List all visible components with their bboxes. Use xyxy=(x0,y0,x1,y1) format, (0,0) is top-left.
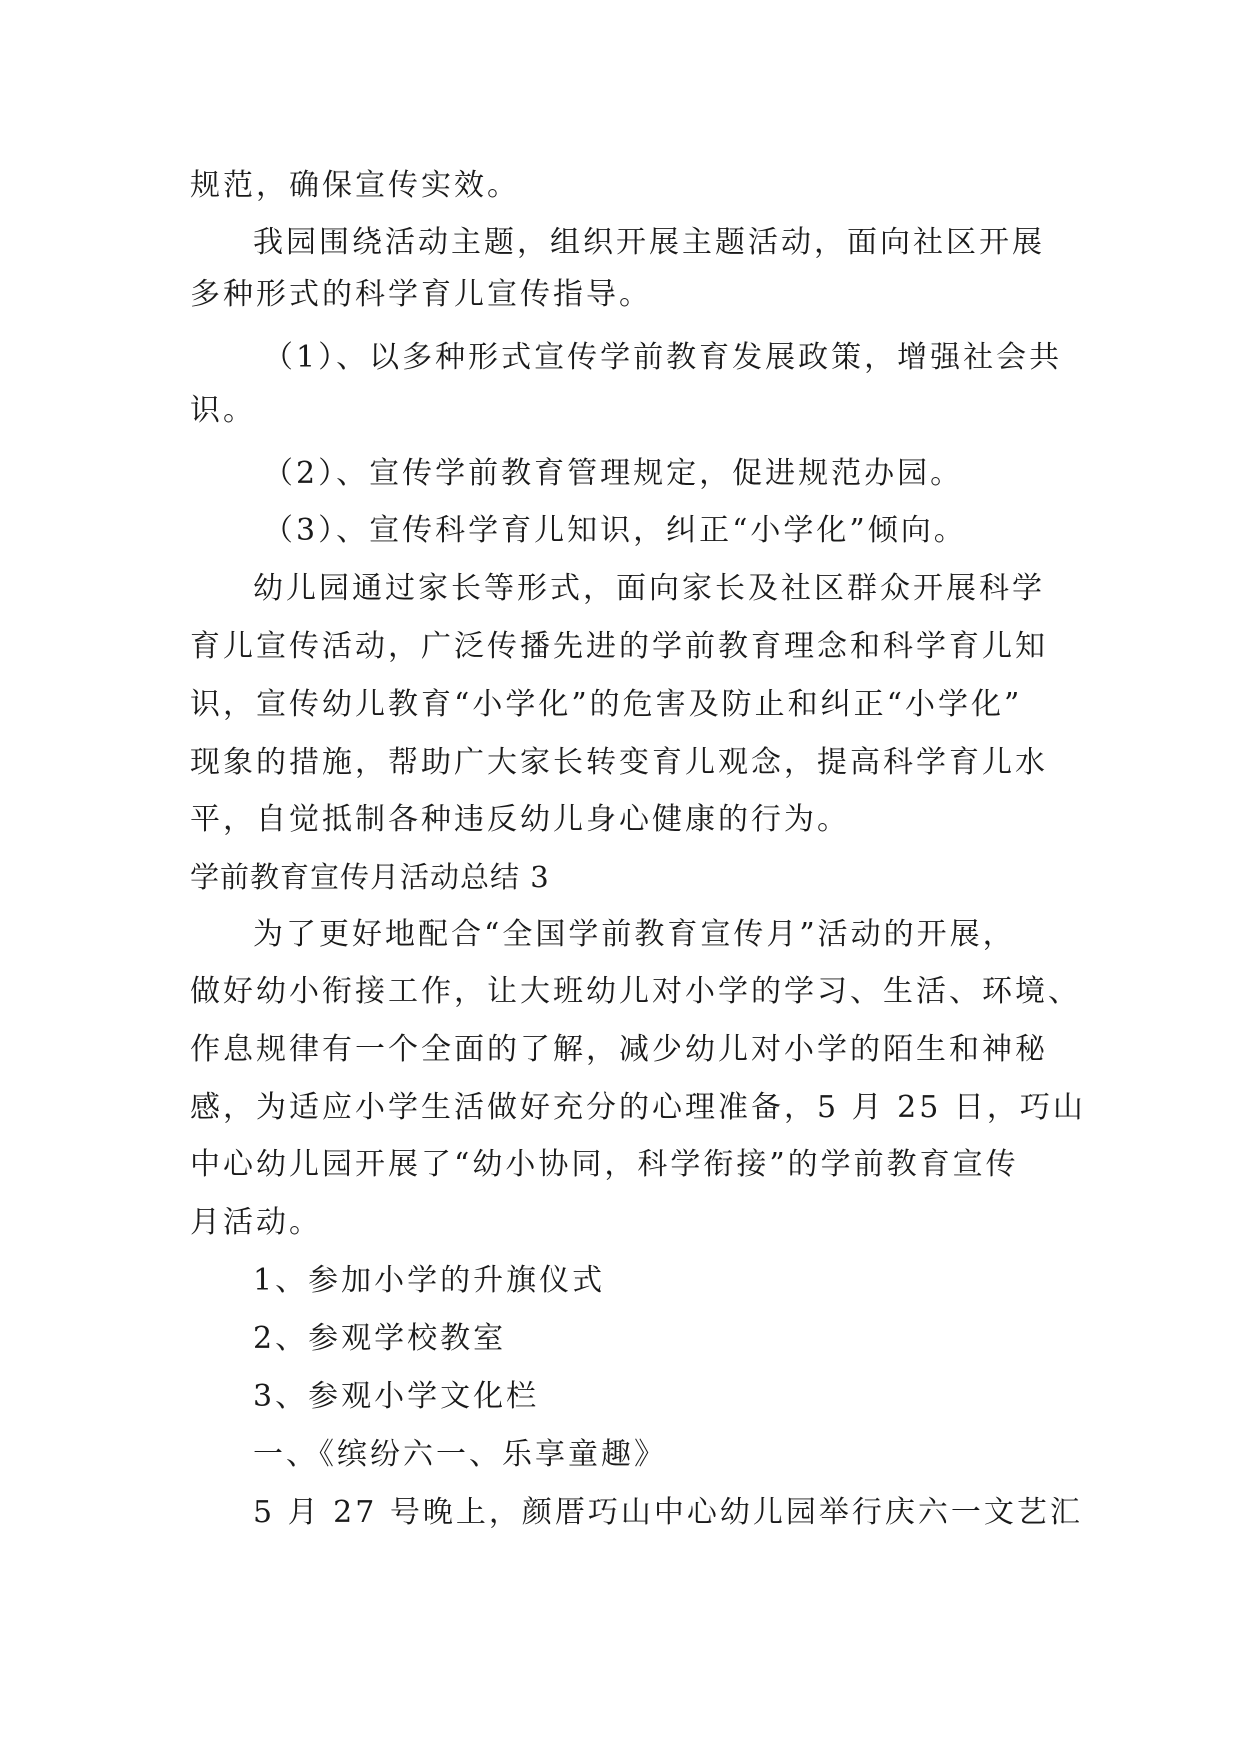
list-item: 2、参观学校教室 xyxy=(253,1321,507,1356)
text-line: 为了更好地配合“全国学前教育宣传月”活动的开展， xyxy=(253,917,1016,952)
subsection-heading: 一、《缤纷六一、乐享童趣》 xyxy=(253,1437,667,1472)
list-item: 1、参加小学的升旗仪式 xyxy=(253,1263,606,1298)
section-heading: 学前教育宣传月活动总结 3 xyxy=(190,860,550,894)
text-line: 5 月 27 号晚上，颜厝巧山中心幼儿园举行庆六一文艺汇 xyxy=(253,1495,1083,1530)
text-line: 现象的措施，帮助广大家长转变育儿观念，提高科学育儿水 xyxy=(190,745,1048,780)
text-line: （2）、宣传学前教育管理规定，促进规范办园。 xyxy=(263,456,964,491)
text-line: 规范，确保宣传实效。 xyxy=(190,168,520,203)
list-item: 3、参观小学文化栏 xyxy=(253,1379,540,1414)
text-line: 育儿宣传活动，广泛传播先进的学前教育理念和科学育儿知 xyxy=(190,629,1048,664)
text-line: 中心幼儿园开展了“幼小协同，科学衔接”的学前教育宣传 xyxy=(190,1147,1019,1182)
text-line: 幼儿园通过家长等形式，面向家长及社区群众开展科学 xyxy=(253,571,1045,606)
text-line: 月活动。 xyxy=(190,1205,322,1240)
text-line: 我园围绕活动主题，组织开展主题活动，面向社区开展 xyxy=(253,225,1045,260)
text-line: （1）、以多种形式宣传学前教育发展政策，增强社会共 xyxy=(263,340,1063,375)
text-line: 感，为适应小学生活做好充分的心理准备，5 月 25 日，巧山 xyxy=(190,1090,1086,1125)
text-line: 作息规律有一个全面的了解，减少幼儿对小学的陌生和神秘 xyxy=(190,1032,1048,1067)
text-line: 识。 xyxy=(190,393,256,428)
text-line: （3）、宣传科学育儿知识，纠正“小学化”倾向。 xyxy=(263,513,967,548)
text-line: 做好幼小衔接工作，让大班幼儿对小学的学习、生活、环境、 xyxy=(190,974,1081,1009)
text-line: 多种形式的科学育儿宣传指导。 xyxy=(190,277,652,312)
text-line: 识，宣传幼儿教育“小学化”的危害及防止和纠正“小学化” xyxy=(190,687,1023,722)
text-line: 平，自觉抵制各种违反幼儿身心健康的行为。 xyxy=(190,802,850,837)
